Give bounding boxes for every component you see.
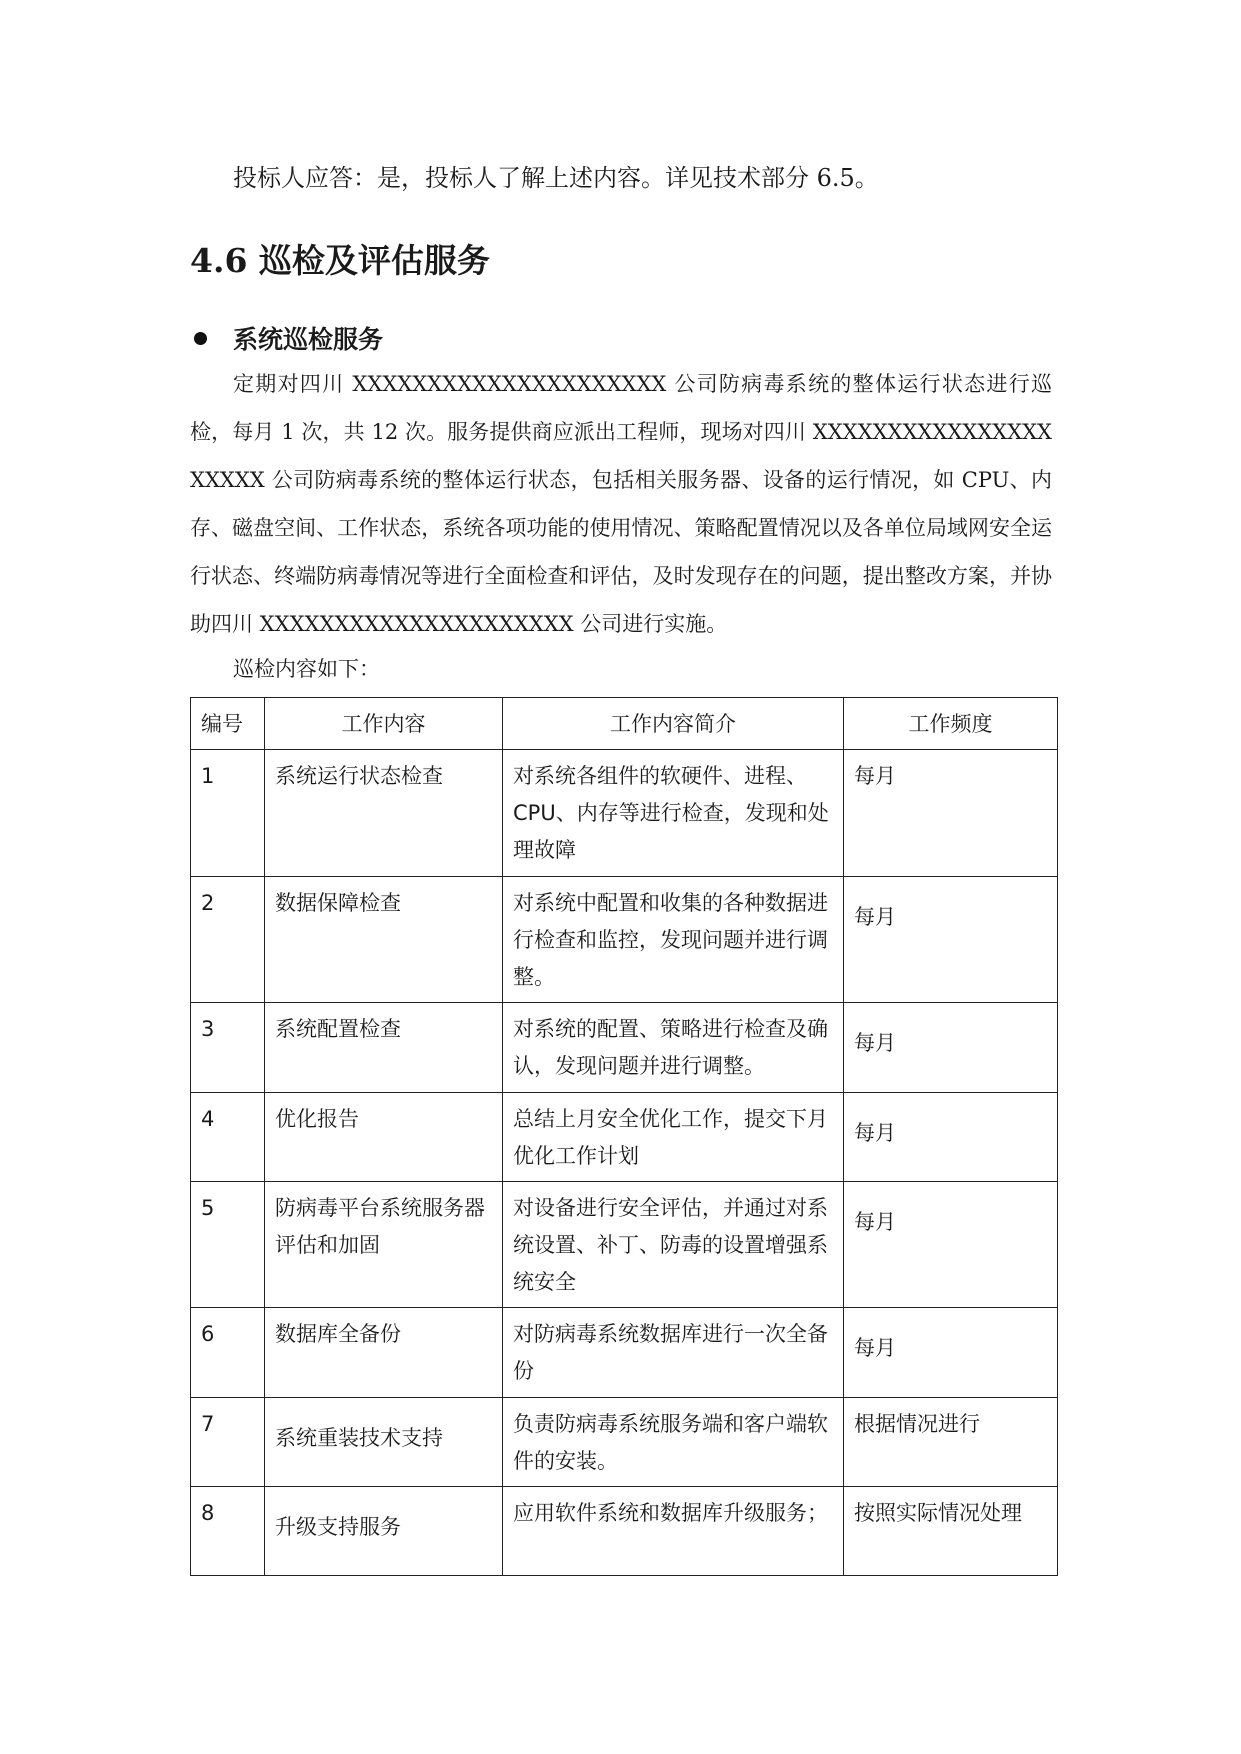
cell-number: 8 xyxy=(191,1487,265,1576)
cell-work-content: 系统运行状态检查 xyxy=(265,750,503,877)
table-row xyxy=(191,1487,1058,1576)
cell-frequency: 每月 xyxy=(844,750,1058,877)
cell-work-summary: 对系统各组件的软硬件、进程、CPU、内存等进行检查，发现和处理故障 xyxy=(503,750,844,877)
cell-frequency: 每月 xyxy=(844,1182,1058,1308)
cell-number: 1 xyxy=(191,750,265,877)
cell-work-summary: 对系统的配置、策略进行检查及确认，发现问题并进行调整。 xyxy=(503,1003,844,1093)
table-row xyxy=(191,1182,1058,1308)
table-row xyxy=(191,750,1058,877)
header-work-content: 工作内容 xyxy=(265,698,503,750)
cell-work-content: 优化报告 xyxy=(265,1093,503,1182)
cell-frequency: 每月 xyxy=(844,1003,1058,1093)
cell-work-content: 系统重装技术支持 xyxy=(265,1398,503,1487)
table-row xyxy=(191,877,1058,1003)
cell-work-content: 升级支持服务 xyxy=(265,1487,503,1576)
bullet-dot-icon xyxy=(194,332,207,345)
table-intro-line: 巡检内容如下： xyxy=(233,657,380,681)
bidder-answer-line: 投标人应答：是，投标人了解上述内容。详见技术部分 6.5。 xyxy=(233,164,879,192)
cell-work-summary: 负责防病毒系统服务端和客户端软件的安装。 xyxy=(503,1398,844,1487)
table-header-row xyxy=(191,698,1058,750)
cell-number: 5 xyxy=(191,1182,265,1308)
cell-work-summary: 对系统中配置和收集的各种数据进行检查和监控，发现问题并进行调整。 xyxy=(503,877,844,1003)
header-work-summary: 工作内容简介 xyxy=(503,698,844,750)
cell-work-summary: 对防病毒系统数据库进行一次全备份 xyxy=(503,1308,844,1398)
body-paragraph: 定期对四川 XXXXXXXXXXXXXXXXXXXXX 公司防病毒系统的整体运行状态进行巡检，每月 1 次，共 12 次。服务提供商应派出工程师，现场对四川 XXXXXXXXXXXXXXXXXXXXX 公司防病毒系统的整体运行状态，包括相关服务器、设备的运行情况，如 CPU、内存、磁盘空间、工作状态，系统各项功能的使用情况、策略配置情况以及各单位局域网安全运行状态、终端防病毒情况等进行全面检查和评估，及时发现存在的问题，提出整改方案，并协助四川 XXXXXXXXXXXXXXXXXXXXX 公司进行实施。 xyxy=(190,372,1052,636)
inspection-table xyxy=(190,697,1058,1576)
header-frequency: 工作频度 xyxy=(844,698,1058,750)
section-heading: 4.6 巡检及评估服务 xyxy=(190,241,490,280)
cell-work-content: 数据库全备份 xyxy=(265,1308,503,1398)
table-row xyxy=(191,1308,1058,1398)
table-row xyxy=(191,1003,1058,1093)
header-number: 编号 xyxy=(191,698,265,750)
cell-frequency: 按照实际情况处理 xyxy=(844,1487,1058,1576)
cell-number: 7 xyxy=(191,1398,265,1487)
cell-number: 2 xyxy=(191,877,265,1003)
bullet-item xyxy=(190,318,383,358)
cell-number: 6 xyxy=(191,1308,265,1398)
cell-work-content: 防病毒平台系统服务器评估和加固 xyxy=(265,1182,503,1308)
cell-frequency: 每月 xyxy=(844,877,1058,1003)
cell-frequency: 每月 xyxy=(844,1093,1058,1182)
cell-work-content: 数据保障检查 xyxy=(265,877,503,1003)
cell-number: 3 xyxy=(191,1003,265,1093)
cell-frequency: 每月 xyxy=(844,1308,1058,1398)
table-row xyxy=(191,1093,1058,1182)
table-row xyxy=(191,1398,1058,1487)
cell-frequency: 根据情况进行 xyxy=(844,1398,1058,1487)
cell-work-content: 系统配置检查 xyxy=(265,1003,503,1093)
bullet-title: 系统巡检服务 xyxy=(233,325,384,354)
cell-number: 4 xyxy=(191,1093,265,1182)
cell-work-summary: 对设备进行安全评估，并通过对系统设置、补丁、防毒的设置增强系统安全 xyxy=(503,1182,844,1308)
cell-work-summary: 总结上月安全优化工作，提交下月优化工作计划 xyxy=(503,1093,844,1182)
cell-work-summary: 应用软件系统和数据库升级服务； xyxy=(503,1487,844,1576)
